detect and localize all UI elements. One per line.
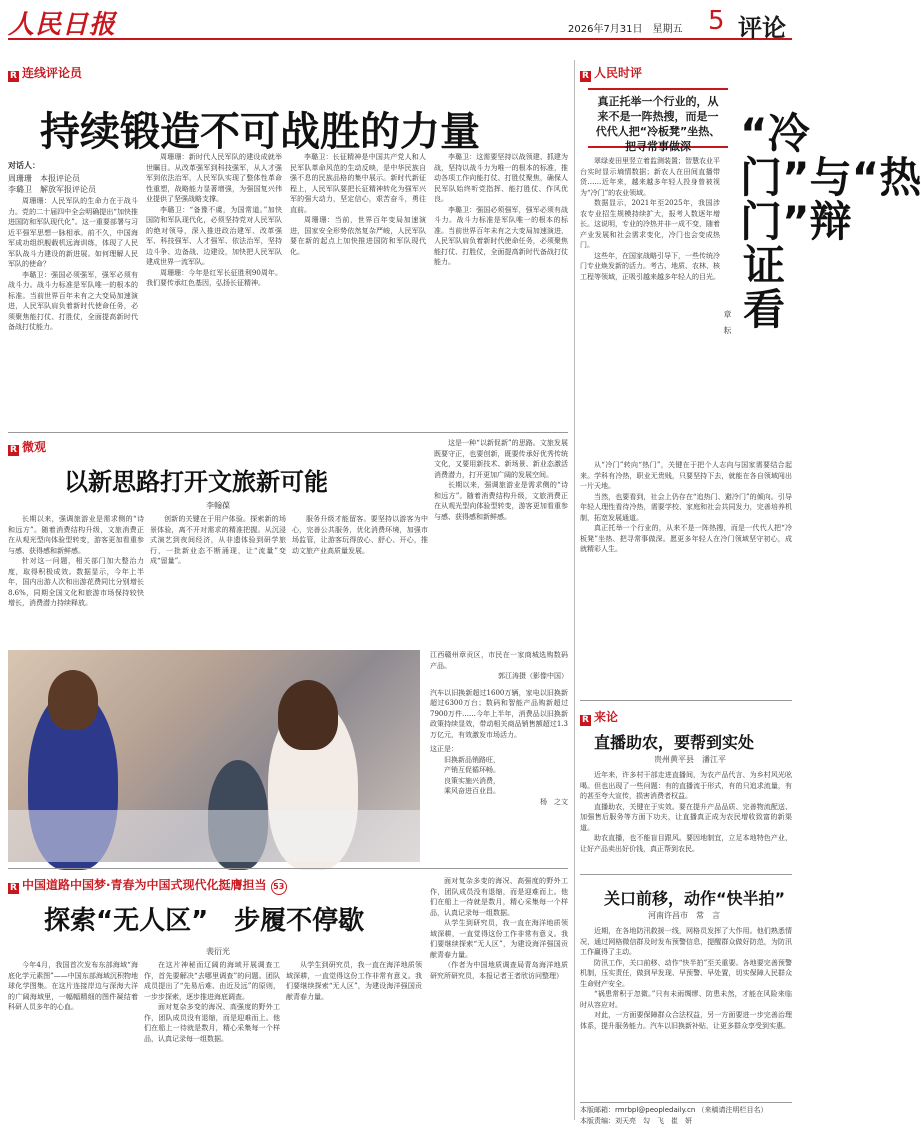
column-square-icon: R xyxy=(8,883,19,894)
photo-figure-head xyxy=(48,670,98,730)
article4-col2: 从“冷门”转向“热门”，关键在于把个人志向与国家需要结合起来。学科有冷热，职业无贵贱，只要坚持下去，就能在各自领域闯出一片天地。 当然，也要看到，社会上仍存在“追热门、避冷门”的倾向。引导年轻人理性看待冷热，需要学校、家庭和社会共同发力，完善培养机制，拓宽发展通道。 真正托举一个行业的，从来不是一阵热搜，而是一代代人把“冷板凳”坐热、把寻常事做深。愿更多年轻人在冷门领域坚守初心，成就精彩人生。 xyxy=(580,461,792,553)
article3-title: 探索“无人区” 步履不停歇 xyxy=(44,906,365,936)
article3-col1: 今年4月，我国首次发布东部海域“海底化学元素图”——中国东部海域沉积物地球化学图集。在这片连接岸边与深海大洋的广阔海域里，一幅幅精细的图件凝结着科研人员多年的心血。 xyxy=(8,961,138,1011)
column-tag-lianxian: R 连线评论员 xyxy=(8,64,82,82)
article6-author: 河南许昌市 常 言 xyxy=(648,911,720,920)
column-square-icon: R xyxy=(8,445,19,456)
series-number-badge: 53 xyxy=(271,879,287,895)
article4-title: “冷门”与“热门”辩证看 xyxy=(740,109,921,334)
column-divider xyxy=(574,60,575,1120)
dialogue-person-1: 周珊珊 本报评论员 xyxy=(8,174,80,183)
masthead-logo: 人民日报 xyxy=(8,10,117,40)
pull-quote: 真正托举一个行业的，从来不是一阵热搜，而是一代代人把“冷板凳”坐热、把寻常事做深 xyxy=(595,95,721,153)
article3-author: 裴衍光 xyxy=(206,947,230,956)
dialogue-person-2: 李璐卫 解放军报评论员 xyxy=(8,185,96,194)
article6-title: 关口前移，动作“快半拍” xyxy=(604,889,786,908)
column-square-icon: R xyxy=(8,71,19,82)
article6-body: 近期，在各地防汛救援一线，网格员发挥了大作用。他们熟悉情况，通过网格微信群及时发布预警信息，提醒群众做好防范，为防汛工作赢得了主动。 防汛工作，关口前移、动作“快半拍”至关重要。各地要完善预警机制，压实责任，做到早发现、早预警、早处置，切实保障人民群众生命财产安全。 “祸患常积于忽微。”只有未雨绸缪、防患未然，才能在风险来临时从容应对。 对此，一方面要保障群众合法权益，另一方面要进一步完善治理体系，提升服务能力。汽车以旧换新补贴，让更多群众享受到实惠。 xyxy=(580,927,792,1030)
dialogue-box xyxy=(8,160,96,195)
article1-col1: 周珊珊：人民军队的生命力在于战斗力。党的二十届四中全会明确提出“加快推进国防和军队现代化”。这一重要部署与习近平强军思想一脉相承。前不久，中国海军成功组织舰载机远海训练，体现了人民军队战斗力建设的新进展。如何理解人民军队的使命？ 李璐卫：强国必须强军，强军必须有战斗力。战斗力标准是军队唯一的根本的标准。当前世界百年未有之大变局加速演进，人民军队肩负着新时代使命任务，必须聚焦能打仗、打胜仗，全面提高新时代备战打仗能力。 xyxy=(8,197,138,331)
article1-col3: 李璐卫：长征精神是中国共产党人和人民军队革命风范的生动反映，是中华民族自强不息的民族品格的集中展示。新时代新征程上，人民军队要把长征精神转化为强军兴军的强大动力，坚定信心，艰苦奋斗，勇往直前。 周珊珊：当前，世界百年变局加速演进，国家安全形势依然复杂严峻，人民军队要在新的起点上加快推进国防和军队现代化。 xyxy=(290,153,426,256)
article5-body: 近年来，许多村干部走进直播间，为农产品代言、为乡村风光吆喝。但也出现了一些问题：有的直播流于形式，有的只追求流量，有的甚至夸大宣传，损害消费者权益。 直播助农，关键在于实效。要在提升产品品质、完善物流配送、加强售后服务等方面下功夫，让直播真正成为农民增收致富的新渠道。 助农直播，也不能盲目跟风。要因地制宜，立足本地特色产业，让好产品卖出好价钱，真正帮到农民。 xyxy=(580,771,792,853)
article4-author: 章 耘 xyxy=(723,310,732,334)
photo-caption: 江西赣州章贡区，市民在一家商城选购数码产品。 xyxy=(430,651,568,670)
divider xyxy=(8,432,568,433)
photo-credit: 郭江涛摄（影像中国） xyxy=(498,672,568,680)
photo-figure-head xyxy=(278,680,338,750)
footer-editors: 本版责编：刘天亮 勾 飞 崔 妍 xyxy=(580,1117,692,1125)
article3-col3: 从学生到研究员，我一直在海洋地质领域深耕，一直觉得这份工作非常有意义。我们要继续探索“无人区”，为建设海洋强国贡献青春力量。 xyxy=(286,961,422,1001)
column-square-icon: R xyxy=(580,715,591,726)
column-tag-renmin-shiping: R 人民时评 xyxy=(580,64,642,82)
article5-title: 直播助农，要帮到实处 xyxy=(594,733,755,752)
divider xyxy=(8,868,568,869)
verse-author: 杨 之文 xyxy=(540,797,568,806)
article2-col1: 长期以来，强调旅游业是需求侧的“诗和远方”。随着消费结构升级，文旅消费正在从观光型向体验型转变，游客更加看重参与感、获得感和新鲜感。 针对这一问题，相关部门加大整治力度，取得积极成效。数据显示，今年上半年，国内出游人次和出游花费同比分别增长8.6%，同期全国文化和旅游市场保持较快增长，消费潜力持续释放。 xyxy=(8,515,144,607)
issue-date: 2026年7月31日 星期五 xyxy=(568,24,683,35)
page-number: 5 xyxy=(708,6,725,36)
divider xyxy=(580,700,792,701)
article3-col4: 面对复杂多变的海况、高强度的野外工作，团队成员没有退缩，而是迎难而上。他们在船上一待就是数月，精心采集每一个样品，认真记录每一组数据。 从学生到研究员，我一直在海洋地质领域深耕，一直觉得这份工作非常有意义。我们要继续探索“无人区”，为建设海洋强国贡献青春力量。 （作者为中国地质调查局青岛海洋地质研究所研究员，本报记者王者欣访问整理） xyxy=(430,877,568,980)
column-tag-weiguan: R 微观 xyxy=(8,438,46,456)
photo-caption-block: 江西赣州章贡区，市民在一家商城选购数码产品。 郭江涛摄（影像中国） 汽车以旧换新超过1600万辆，家电以旧换新超过6300万台；数码和智能产品购新超过7900万件……今年上半年，消费品以旧换新政策持续显效，带动相关商品销售额超过1.3万亿元，有效激发市场活力。 这正是： 旧换新品销路旺， 产销互促循环畅。 良策实施兴消费， 乘风奋进百业昌。 杨 之文 xyxy=(430,651,568,806)
footer-email: 本版邮箱：rmrbpl@peopledaily.cn （来稿请注明栏目名） xyxy=(580,1106,768,1114)
dialogue-label: 对话人： xyxy=(8,161,40,170)
article2-author: 李翰葆 xyxy=(206,501,230,510)
article1-title: 持续锻造不可战胜的力量 xyxy=(40,109,480,155)
news-photo xyxy=(8,650,420,862)
column-tag-china-road: R 中国道路中国梦·青春为中国式现代化挺膺担当 53 xyxy=(8,876,287,895)
article2-title: 以新思路打开文旅新可能 xyxy=(64,468,328,496)
article3-col2: 在这片神秘而辽阔的海域开展调查工作，首先要解决“去哪里调查”的问题。团队成员提出了“先易后难、由近及远”的原则，一步步探索，逐步推进海底调查。 面对复杂多变的海况、高强度的野外工作，团队成员没有退缩，而是迎难而上。他们在船上一待就是数月，精心采集每一个样品，认真记录每一组数据。 xyxy=(144,961,280,1043)
article2-col4: 这是一种“以新促新”的思路。文旅发展既要守正，也要创新，既要传承好优秀传统文化，又要用新技术、新场景、新业态激活消费潜力，打开更加广阔的发展空间。 长期以来，强调旅游业是需求侧的“诗和远方”。随着消费结构升级，文旅消费正在从观光型向体验型转变，游客更加看重参与感、获得感和新鲜感。 xyxy=(434,439,568,521)
page-header xyxy=(8,4,792,40)
photo-display-counter xyxy=(8,810,420,862)
article3-author-note: （作者为中国地质调查局青岛海洋地质研究所研究员，本报记者王者欣访问整理） xyxy=(430,961,568,980)
article1-col2: 周珊珊：新时代人民军队的建设成就举世瞩目。从改革强军到科技强军，从人才强军到依法治军，人民军队实现了整体性革命性重塑，战略能力显著增强，为强国复兴伟业提供了坚强战略支撑。 李璐卫：“备豫不虞，为国常道。”加快国防和军队现代化，必须坚持党对人民军队的绝对领导，深入推进政治建军、改革强军、科技强军、人才强军、依法治军，坚持边斗争、边备战、边建设，加快把人民军队建成世界一流军队。 周珊珊：今年是红军长征胜利90周年。我们要传承红色基因，弘扬长征精神。 xyxy=(146,153,282,287)
article1-col4: 李璐卫：这需要坚持以战领建、抓建为战，坚持以战斗力为唯一的根本的标准，推动各项工作向能打仗、打胜仗聚焦，确保人民军队始终听党指挥、能打胜仗、作风优良。 李璐卫：强国必须强军，强军必须有战斗力。战斗力标准是军队唯一的根本的标准。当前世界百年未有之大变局加速演进，人民军队肩负着新时代使命任务，必须聚焦能打仗、打胜仗，全面提高新时代备战打仗能力。 xyxy=(434,153,568,266)
article2-col2: 创新的关键在于用户体验。探索新的场景体验，离不开对需求的精准把握。从沉浸式演艺到夜间经济，从非遗体验到研学旅行，一批新业态不断涌现，让“流量”变成“留量”。 xyxy=(150,515,286,565)
page-section-name: 评论 xyxy=(738,14,786,42)
article5-author: 贵州黄平县 潘江平 xyxy=(654,755,726,764)
column-tag-lailun: R 来论 xyxy=(580,708,618,726)
divider xyxy=(580,874,792,875)
article4-col1: 翠绿麦田里竖立着监测装置；智慧农业平台实时显示墒情数据；新农人在田间直播带货……近年来，越来越多年轻人投身曾被视为“冷门”的农业领域。 数据显示，2021年至2025年，我国涉农专业招生规模持续扩大，报考人数逐年增长。这说明，专业的冷热并非一成不变，随着产业发展和社会需求变化，冷门也会变成热门。 这些年，在国家战略引导下，一些传统冷门专业焕发新的活力。考古、地质、农林、核工程等领域，正吸引越来越多年轻人的目光。 xyxy=(580,157,720,281)
column-square-icon: R xyxy=(580,71,591,82)
article2-col3: 服务升级才能留客。要坚持以游客为中心，完善公共服务，优化消费环境，加强市场监管，让游客玩得放心、舒心、开心，推动文旅产业高质量发展。 xyxy=(292,515,428,555)
page-footer xyxy=(580,1102,792,1126)
pull-quote-box xyxy=(588,88,728,153)
